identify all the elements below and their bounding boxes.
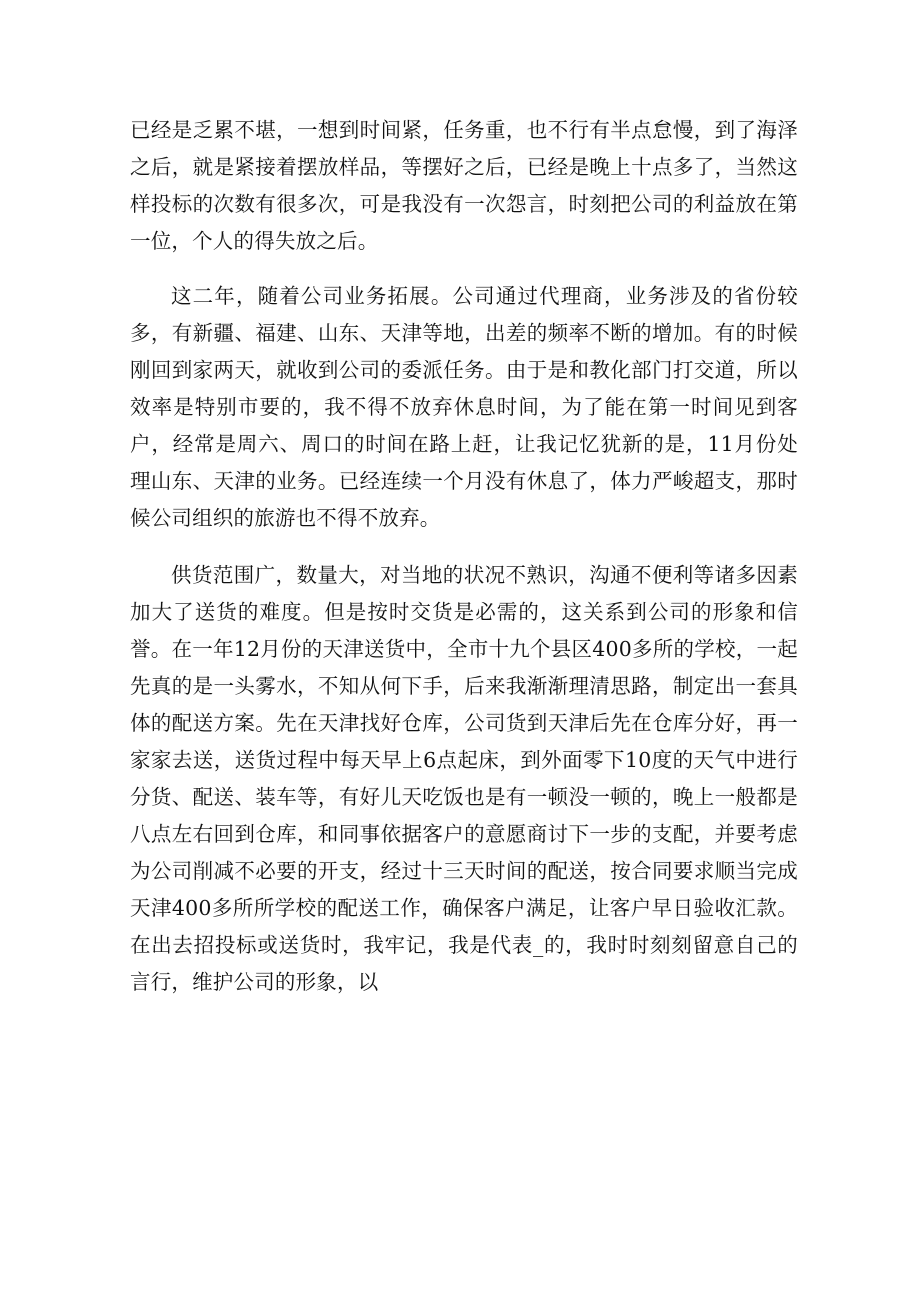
paragraph-3: 供货范围广，数量大，对当地的状况不熟识，沟通不便利等诸多因素加大了送货的难度。但是按时交货是必需的，这关系到公司的形象和信誉。在一年12月份的天津送货中，全市十九个县区400多所的学校，一起先真的是一头雾水，不知从何下手，后来我渐渐理清思路，制定出一套具体的配送方案。先在天津找好仓库，公司货到天津后先在仓库分好，再一家家去送，送货过程中每天早上6点起床，到外面零下10度的天气中进行分货、配送、装车等，有好儿天吃饭也是有一顿没一顿的，晚上一般都是八点左右回到仓库，和同事依据客户的意愿商讨下一步的支配，并要考虑为公司削减不必要的开支，经过十三天时间的配送，按合同要求顺当完成天津400多所所学校的配送工作，确保客户满足，让客户早日验收汇款。在出去招投标或送货时，我牢记，我是代表_的，我时时刻刻留意自己的言行，维护公司的形象，以 xyxy=(130,563,798,994)
paragraph-1: 已经是乏累不堪，一想到时间紧，任务重，也不行有半点怠慢，到了海泽之后，就是紧接着摆放样品，等摆好之后，已经是晚上十点多了，当然这样投标的次数有很多次，可是我没有一次怨言，时刻把公司的利益放在第一位，个人的得失放之后。 xyxy=(130,118,798,253)
document-body xyxy=(130,112,798,1021)
paragraph-2: 这二年，随着公司业务拓展。公司通过代理商，业务涉及的省份较多，有新疆、福建、山东、天津等地，出差的频率不断的增加。有的时候刚回到家两天，就收到公司的委派任务。由于是和教化部门打交道，所以效率是特别市要的，我不得不放弃休息时间，为了能在第一时间见到客户，经常是周六、周口的时间在路上赶，让我记忆犹新的是，11月份处理山东、天津的业务。已经连续一个月没有休息了，体力严峻超支，那时候公司组织的旅游也不得不放弃。 xyxy=(130,284,798,530)
